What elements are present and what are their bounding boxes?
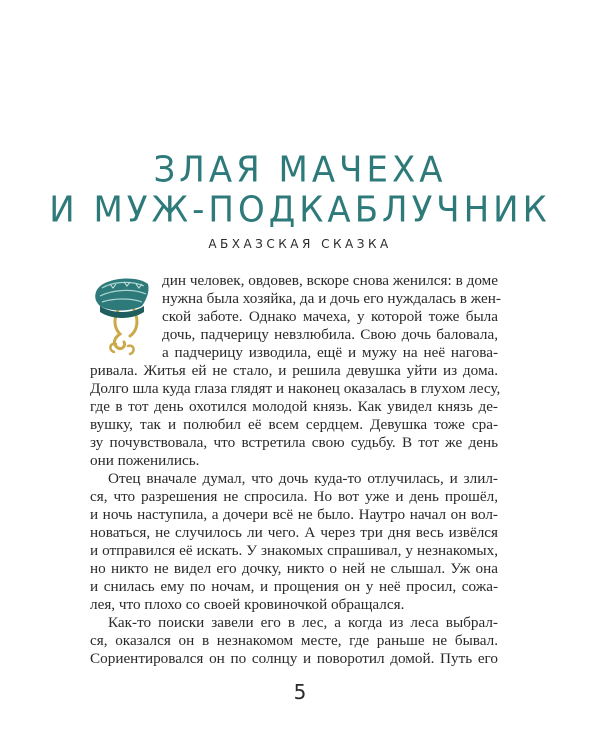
story-subtitle: АБХАЗСКАЯ СКАЗКА [208, 237, 392, 251]
text-line: новаться, не случилось ли чего. А через три дня весь извёлся [90, 524, 498, 541]
text-line: ся, оказался он в незнакомом месте, где раньше не бывал. [90, 632, 498, 649]
text-line: и ночь наступила, а дочери всё не было. Наутро начал он вол- [90, 506, 498, 523]
page-number: 5 [293, 680, 307, 704]
text-line: вушку, так и полюбил её всем сердцем. Девушка тоже сра- [90, 416, 498, 433]
text-line: а падчерицу изводила, ещё и мужу на неё нагова- [162, 344, 498, 361]
text-line: и отправился её искать. У знакомых спрашивал, у незнакомых, [90, 542, 498, 559]
text-line: Отец вначале думал, что дочь куда-то отлучилась, и злил- [108, 470, 498, 487]
text-line: Сориентировался он по солнцу и поворотил домой. Путь его [90, 650, 498, 667]
text-line: Долго шла куда глаза глядят и наконец оказалась в глухом лесу, [90, 380, 501, 397]
story-title-line-1: ЗЛАЯ МАЧЕХА [153, 149, 447, 191]
text-line: ривала. Житья ей не стало, и решила девушка уйти из дома. [90, 362, 498, 379]
text-line: но никто не видел его дочку, никто о ней не слышал. Уж она [90, 560, 498, 577]
text-line: нужна была хозяйка, да и дочь его нуждалась в жен- [162, 290, 501, 307]
text-line: Как-то поиски завели его в лес, а когда из леса выбрал- [108, 614, 498, 631]
text-line: дочь, падчерицу невзлюбила. Свою дочь баловала, [162, 326, 498, 343]
story-title-line-2: И МУЖ-ПОДКАБЛУЧНИК [49, 189, 551, 231]
hat-icon [90, 270, 154, 360]
text-line: зу почувствовала, что встретила свою судьбу. В тот же день [90, 434, 498, 451]
text-line: лея, что плохо со своей кровиночкой обращался. [90, 596, 405, 613]
text-line: где в тот день охотился молодой князь. Как увидел князь де- [90, 398, 498, 415]
text-line: дин человек, овдовев, вскоре снова женился: в доме [162, 272, 498, 289]
text-line: и снилась ему по ночам, и прощения он у неё просил, сожа- [90, 578, 498, 595]
text-line: они поженились. [90, 452, 200, 469]
text-line: ской заботе. Однако мачеха, у которой тоже была [162, 308, 498, 325]
text-line: ся, что разрешения не спросила. Но вот уже и день прошёл, [90, 488, 498, 505]
